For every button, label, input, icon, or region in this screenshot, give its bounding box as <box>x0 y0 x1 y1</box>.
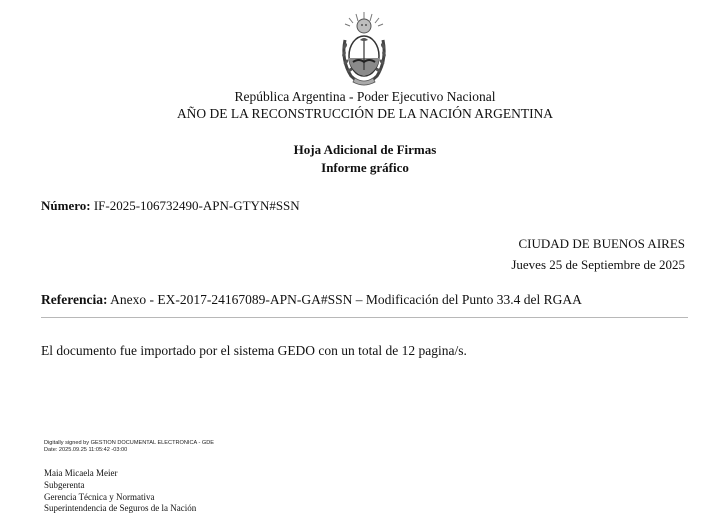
signatory-department: Gerencia Técnica y Normativa <box>44 492 155 502</box>
document-number-label: Número: <box>41 198 91 213</box>
document-date: Jueves 25 de Septiembre de 2025 <box>511 257 685 272</box>
document-city: CIUDAD DE BUENOS AIRES <box>518 236 685 251</box>
header-year-motto: AÑO DE LA RECONSTRUCCIÓN DE LA NACIÓN ARGENTINA <box>176 106 554 121</box>
document-reference-label: Referencia: <box>41 292 108 307</box>
document-reference-row <box>41 292 582 308</box>
digital-signature-signer: Digitally signed by GESTION DOCUMENTAL ELECTRONICA - GDE <box>44 440 215 446</box>
document-title: Hoja Adicional de Firmas <box>293 142 437 157</box>
signatory-agency: Superintendencia de Seguros de la Nación <box>44 503 197 513</box>
signatory-role: Subgerenta <box>44 480 85 490</box>
section-divider <box>41 317 688 318</box>
document-reference-value: Anexo - EX-2017-24167089-APN-GA#SSN – Modificación del Punto 33.4 del RGAA <box>110 292 582 307</box>
document-number-value: IF-2025-106732490-APN-GTYN#SSN <box>93 198 300 213</box>
argentina-coat-of-arms-icon <box>337 12 391 88</box>
document-number-row <box>41 198 300 214</box>
header-government-line: República Argentina - Poder Ejecutivo Nacional <box>234 89 496 104</box>
signatory-name: Maia Micaela Meier <box>44 468 118 478</box>
document-body-text: El documento fue importado por el sistema GEDO con un total de 12 pagina/s. <box>41 343 467 358</box>
digital-signature-date: Date: 2025.09.25 11:05:42 -03:00 <box>44 447 128 453</box>
document-subtitle: Informe gráfico <box>321 160 409 175</box>
